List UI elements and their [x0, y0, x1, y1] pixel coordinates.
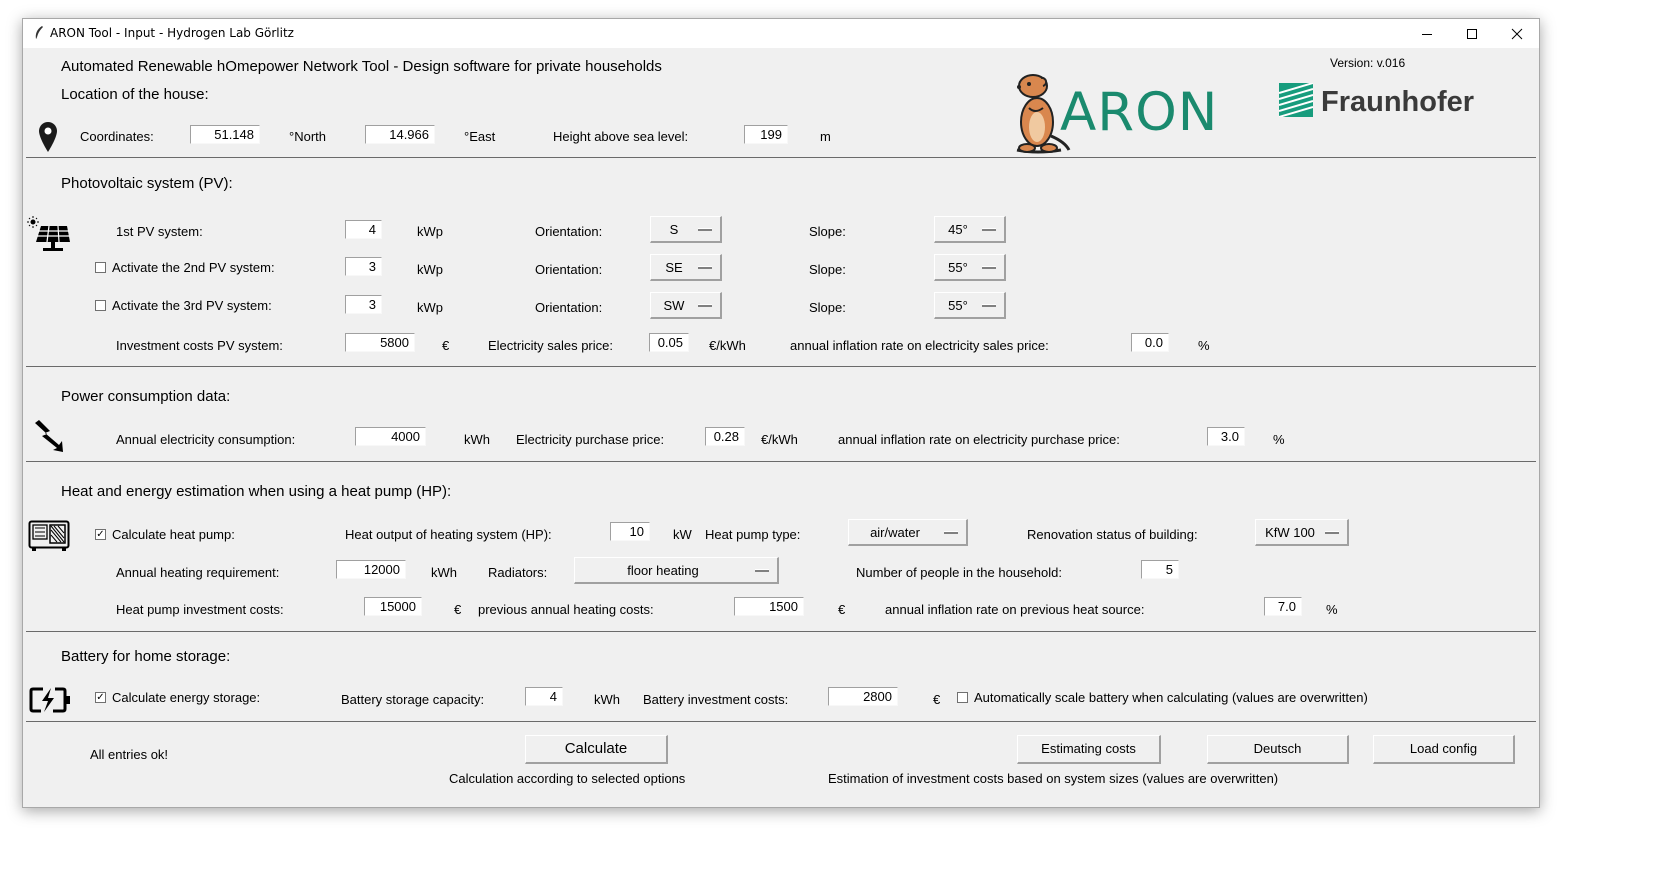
pv1-label: 1st PV system:: [116, 224, 203, 239]
pv-heading: Photovoltaic system (PV):: [61, 175, 233, 192]
battery-capacity-unit: kWh: [594, 692, 620, 707]
heat-heading: Heat and energy estimation when using a heat pump (HP):: [61, 483, 452, 500]
location-pin-icon: [38, 121, 58, 153]
battery-invest-label: Battery investment costs:: [643, 692, 789, 707]
pv3-checkbox[interactable]: [95, 300, 106, 311]
heat-pump-type-label: Heat pump type:: [705, 527, 801, 542]
sales-price-label: Electricity sales price:: [488, 338, 613, 353]
main-window: [22, 18, 1540, 808]
people-input[interactable]: 5: [1141, 560, 1179, 579]
window-title: ARON Tool - Input - Hydrogen Lab Görlitz: [50, 26, 294, 40]
dropdown-indicator-icon: [1325, 531, 1339, 534]
separator: [26, 157, 1536, 158]
sales-price-unit: €/kWh: [709, 338, 746, 353]
prev-inflation-label: annual inflation rate on previous heat source:: [885, 602, 1145, 617]
heat-pump-checkbox[interactable]: [95, 529, 106, 540]
pv2-checkbox[interactable]: [95, 262, 106, 273]
coordinates-label: Coordinates:: [80, 129, 154, 144]
people-label: Number of people in the household:: [856, 565, 1062, 580]
pv1-slope-select[interactable]: [934, 216, 1006, 243]
pv2-kwp-unit: kWp: [417, 262, 443, 277]
consumption-input[interactable]: 4000: [355, 427, 426, 446]
power-heading: Power consumption data:: [61, 388, 231, 405]
battery-invest-input[interactable]: 2800: [828, 687, 898, 706]
pv3-slope-select[interactable]: [934, 292, 1006, 319]
height-input[interactable]: 199: [744, 125, 788, 144]
autoscale-label: Automatically scale battery when calculating (values are overwritten): [974, 690, 1368, 705]
north-unit: °North: [289, 129, 326, 144]
dropdown-indicator-icon: [944, 531, 958, 534]
purchase-price-input[interactable]: 0.28: [705, 427, 745, 446]
pv2-slope-label: Slope:: [809, 262, 846, 277]
renovation-label: Renovation status of building:: [1027, 527, 1198, 542]
heat-pump-type-value: air/water: [870, 525, 920, 540]
title-bar: [23, 19, 1539, 48]
pv3-orientation-value: SW: [663, 298, 685, 313]
estimate-costs-button[interactable]: Estimating costs: [1017, 735, 1161, 764]
location-heading: Location of the house:: [61, 86, 209, 103]
purchase-inflation-input[interactable]: 3.0: [1207, 427, 1245, 446]
heat-pump-label: Calculate heat pump:: [112, 527, 235, 542]
dropdown-indicator-icon: [698, 266, 712, 269]
dropdown-indicator-icon: [698, 304, 712, 307]
pv1-kwp-unit: kWp: [417, 224, 443, 239]
separator: [26, 461, 1536, 462]
heat-output-label: Heat output of heating system (HP):: [345, 527, 552, 542]
pv2-orientation-value: SE: [665, 260, 683, 275]
minimize-icon: [1421, 28, 1433, 40]
pv1-kwp-input[interactable]: 4: [345, 220, 382, 239]
separator: [26, 366, 1536, 367]
pv-invest-label: Investment costs PV system:: [116, 338, 283, 353]
longitude-input[interactable]: 14.966: [365, 125, 435, 144]
prev-heating-cost-input[interactable]: 1500: [734, 597, 804, 616]
battery-calc-label: Calculate energy storage:: [112, 690, 261, 705]
lightning-icon: [33, 419, 65, 453]
close-icon: [1511, 28, 1523, 40]
battery-heading: Battery for home storage:: [61, 648, 231, 665]
language-button[interactable]: Deutsch: [1207, 735, 1349, 764]
fraunhofer-logo-icon: [1279, 83, 1313, 117]
pv3-label: Activate the 3rd PV system:: [112, 298, 272, 313]
dropdown-indicator-icon: [755, 569, 769, 572]
sales-inflation-label: annual inflation rate on electricity sales price:: [790, 338, 1049, 353]
purchase-price-unit: €/kWh: [761, 432, 798, 447]
battery-capacity-input[interactable]: 4: [525, 687, 563, 706]
renovation-value: KfW 100: [1265, 525, 1315, 540]
purchase-inflation-label: annual inflation rate on electricity purchase price:: [838, 432, 1120, 447]
fraunhofer-logo-text: Fraunhofer: [1321, 86, 1475, 118]
pv1-slope-label: Slope:: [809, 224, 846, 239]
pv2-slope-value: 55°: [948, 260, 968, 275]
hp-invest-unit: €: [454, 602, 462, 617]
dropdown-indicator-icon: [698, 228, 712, 231]
radiators-value: floor heating: [627, 563, 699, 578]
dropdown-indicator-icon: [982, 304, 996, 307]
separator: [26, 721, 1536, 722]
latitude-input[interactable]: 51.148: [190, 125, 260, 144]
pv3-kwp-unit: kWp: [417, 300, 443, 315]
dropdown-indicator-icon: [982, 228, 996, 231]
pv2-kwp-input[interactable]: 3: [345, 257, 382, 276]
checkmark-icon: ✓: [96, 692, 105, 703]
pv3-kwp-input[interactable]: 3: [345, 295, 382, 314]
heat-output-input[interactable]: 10: [610, 522, 650, 541]
status-text: All entries ok!: [90, 747, 169, 762]
consumption-unit: kWh: [464, 432, 490, 447]
aron-logo-text: ARON: [1060, 82, 1219, 143]
consumption-label: Annual electricity consumption:: [116, 432, 296, 447]
close-button[interactable]: [1495, 19, 1539, 48]
pv1-slope-value: 45°: [948, 222, 968, 237]
maximize-icon: [1466, 28, 1478, 40]
pv1-orientation-value: S: [669, 222, 679, 237]
content-area: [23, 48, 1539, 807]
renovation-select[interactable]: [1255, 519, 1349, 546]
prev-heating-cost-unit: €: [838, 602, 846, 617]
pv3-orientation-select[interactable]: [650, 292, 722, 319]
calculate-button[interactable]: Calculate: [525, 735, 668, 764]
checkmark-icon: ✓: [96, 529, 105, 540]
sales-price-input[interactable]: 0.05: [649, 333, 689, 352]
east-unit: °East: [464, 129, 496, 144]
minimize-button[interactable]: [1405, 19, 1449, 48]
load-config-button[interactable]: Load config: [1373, 735, 1515, 764]
battery-charging-icon: [29, 687, 71, 713]
pv2-orientation-label: Orientation:: [535, 262, 603, 277]
pv1-orientation-select[interactable]: [650, 216, 722, 243]
pv3-orientation-label: Orientation:: [535, 300, 603, 315]
feather-icon: [33, 25, 45, 41]
maximize-button[interactable]: [1450, 19, 1494, 48]
pv3-slope-value: 55°: [948, 298, 968, 313]
height-unit: m: [820, 129, 831, 144]
prev-inflation-unit: %: [1326, 602, 1338, 617]
version-label: Version: v.016: [1330, 56, 1406, 70]
separator: [26, 631, 1536, 632]
dropdown-indicator-icon: [982, 266, 996, 269]
solar-panel-icon: [27, 216, 71, 252]
sales-inflation-unit: %: [1198, 338, 1210, 353]
battery-invest-unit: €: [933, 692, 941, 707]
purchase-price-label: Electricity purchase price:: [516, 432, 665, 447]
pv-invest-input[interactable]: 5800: [345, 333, 415, 352]
purchase-inflation-unit: %: [1273, 432, 1285, 447]
hp-invest-input[interactable]: 15000: [364, 597, 422, 616]
heat-output-unit: kW: [673, 527, 692, 542]
battery-capacity-label: Battery storage capacity:: [341, 692, 485, 707]
autoscale-checkbox[interactable]: [957, 692, 968, 703]
hp-invest-label: Heat pump investment costs:: [116, 602, 284, 617]
prev-inflation-input[interactable]: 7.0: [1264, 597, 1302, 616]
pv2-slope-select[interactable]: [934, 254, 1006, 281]
sales-inflation-input[interactable]: 0.0: [1131, 333, 1169, 352]
pv2-label: Activate the 2nd PV system:: [112, 260, 275, 275]
heating-requirement-unit: kWh: [431, 565, 457, 580]
pv-invest-unit: €: [442, 338, 450, 353]
heat-pump-type-select[interactable]: [848, 519, 968, 546]
battery-checkbox[interactable]: [95, 692, 106, 703]
radiators-select[interactable]: [574, 557, 779, 584]
prev-heating-cost-label: previous annual heating costs:: [478, 602, 654, 617]
height-label: Height above sea level:: [553, 129, 689, 144]
pv3-slope-label: Slope:: [809, 300, 846, 315]
app-title: Automated Renewable hOmepower Network Tool - Design software for private households: [61, 58, 662, 75]
calculate-description: Calculation according to selected options: [449, 771, 686, 786]
pv2-orientation-select[interactable]: [650, 254, 722, 281]
heat-pump-icon: [28, 520, 70, 552]
heating-requirement-input[interactable]: 12000: [336, 560, 406, 579]
radiators-label: Radiators:: [488, 565, 548, 580]
pv1-orientation-label: Orientation:: [535, 224, 603, 239]
estimate-description: Estimation of investment costs based on system sizes (values are overwritten): [828, 771, 1279, 786]
heating-requirement-label: Annual heating requirement:: [116, 565, 280, 580]
